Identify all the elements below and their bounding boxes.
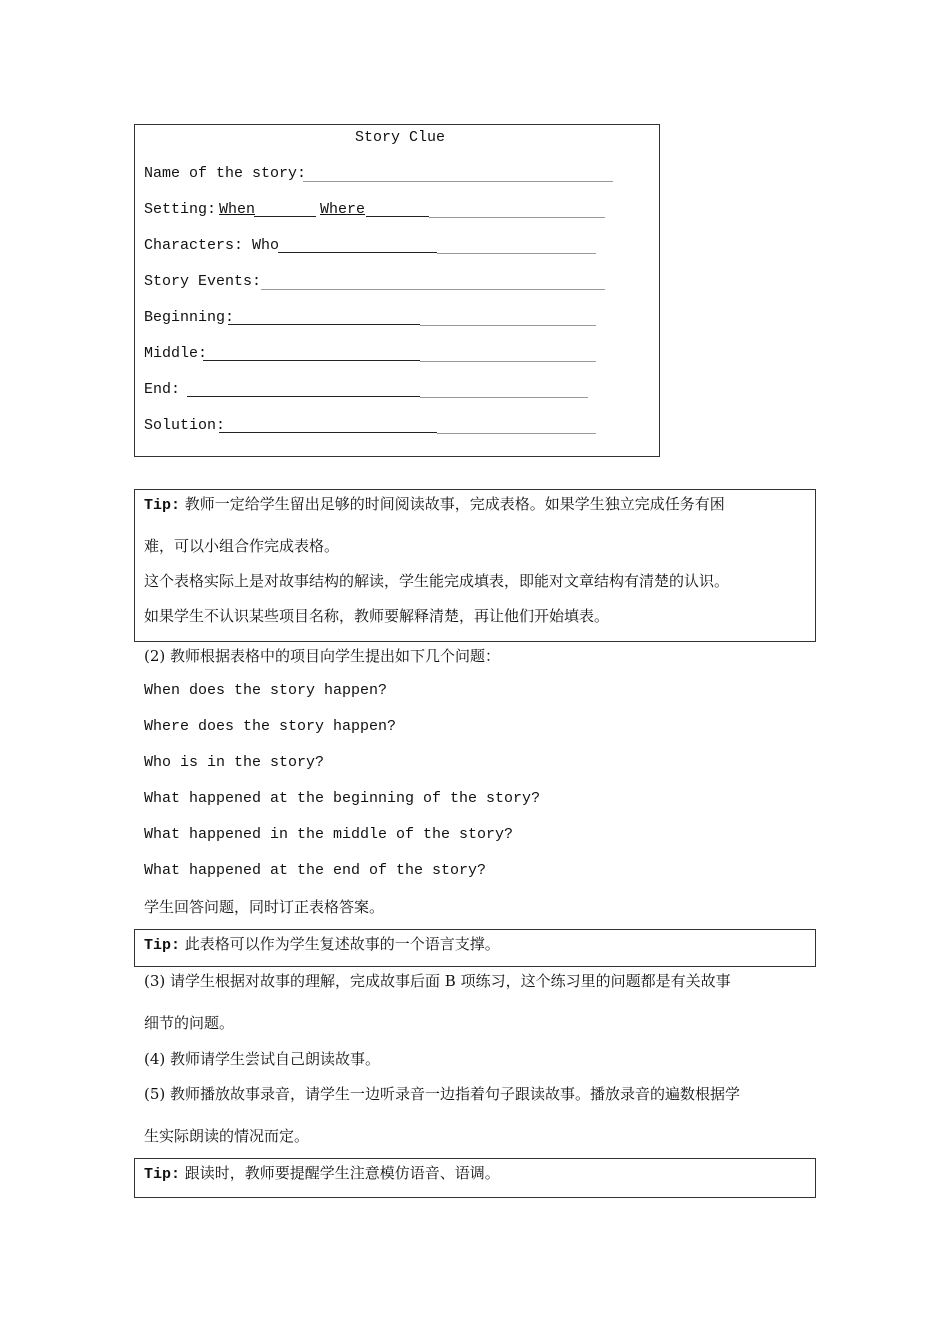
characters-line bbox=[278, 252, 437, 253]
characters-extra-line bbox=[437, 253, 596, 254]
beginning-extra-line bbox=[420, 325, 596, 326]
setting-label: Setting: bbox=[144, 201, 217, 218]
question-2: Where does the story happen? bbox=[144, 718, 397, 735]
name-of-story-label: Name of the story: bbox=[144, 165, 307, 182]
tip1-line1 bbox=[144, 494, 725, 516]
tip1-label: Tip: bbox=[144, 497, 181, 514]
end-extra-line bbox=[420, 397, 588, 398]
solution-extra-line bbox=[437, 433, 596, 434]
story-clue-title: Story Clue bbox=[355, 129, 446, 146]
middle-label: Middle: bbox=[144, 345, 208, 362]
end-line bbox=[187, 396, 420, 397]
tip2-label: Tip: bbox=[144, 937, 181, 954]
question-4: What happened at the beginning of the story? bbox=[144, 790, 541, 807]
middle-extra-line bbox=[420, 361, 596, 362]
setting-where: Where bbox=[320, 201, 366, 218]
question-5: What happened in the middle of the story? bbox=[144, 826, 514, 843]
characters-label: Characters: Who bbox=[144, 237, 280, 254]
beginning-label: Beginning: bbox=[144, 309, 235, 326]
step4-line1: (4) 教师请学生尝试自己朗读故事。 bbox=[144, 1050, 381, 1068]
end-label: End: bbox=[144, 381, 181, 398]
question-1: When does the story happen? bbox=[144, 682, 388, 699]
middle-line bbox=[203, 360, 420, 361]
tip1-line4: 如果学生不认识某些项目名称，教师要解释清楚，再让他们开始填表。 bbox=[144, 607, 610, 625]
tip3-line bbox=[144, 1163, 500, 1185]
step3-line1: (3) 请学生根据对故事的理解，完成故事后面 B 项练习，这个练习里的问题都是有关故事 bbox=[144, 972, 731, 990]
solution-label: Solution: bbox=[144, 417, 226, 434]
solution-line bbox=[219, 432, 437, 433]
tip3-text: 跟读时，教师要提醒学生注意模仿语音、语调。 bbox=[184, 1164, 500, 1182]
tip3-label: Tip: bbox=[144, 1166, 181, 1183]
setting-extra-line bbox=[429, 217, 605, 218]
setting-when-line bbox=[254, 216, 316, 217]
setting-where-line bbox=[366, 216, 429, 217]
story-events-label: Story Events: bbox=[144, 273, 262, 290]
beginning-line bbox=[228, 324, 420, 325]
step2-intro: (2) 教师根据表格中的项目向学生提出如下几个问题： bbox=[144, 647, 501, 665]
tip1-text1: 教师一定给学生留出足够的时间阅读故事，完成表格。如果学生独立完成任务有困 bbox=[184, 495, 725, 513]
tip2-line bbox=[144, 934, 500, 956]
name-of-story-line bbox=[303, 181, 613, 182]
step5-line2: 生实际朗读的情况而定。 bbox=[144, 1127, 310, 1145]
question-3: Who is in the story? bbox=[144, 754, 325, 771]
question-6: What happened at the end of the story? bbox=[144, 862, 487, 879]
step5-line1: (5) 教师播放故事录音，请学生一边听录音一边指着句子跟读故事。播放录音的遍数根据学 bbox=[144, 1085, 741, 1103]
tip1-line3: 这个表格实际上是对故事结构的解读，学生能完成填表，即能对文章结构有清楚的认识。 bbox=[144, 572, 730, 590]
step3-line2: 细节的问题。 bbox=[144, 1014, 235, 1032]
step2-outro: 学生回答问题，同时订正表格答案。 bbox=[144, 898, 385, 916]
tip2-text: 此表格可以作为学生复述故事的一个语言支撑。 bbox=[184, 935, 500, 953]
tip1-line2: 难，可以小组合作完成表格。 bbox=[144, 537, 340, 555]
story-events-line bbox=[261, 289, 605, 290]
setting-when: When bbox=[219, 201, 256, 218]
